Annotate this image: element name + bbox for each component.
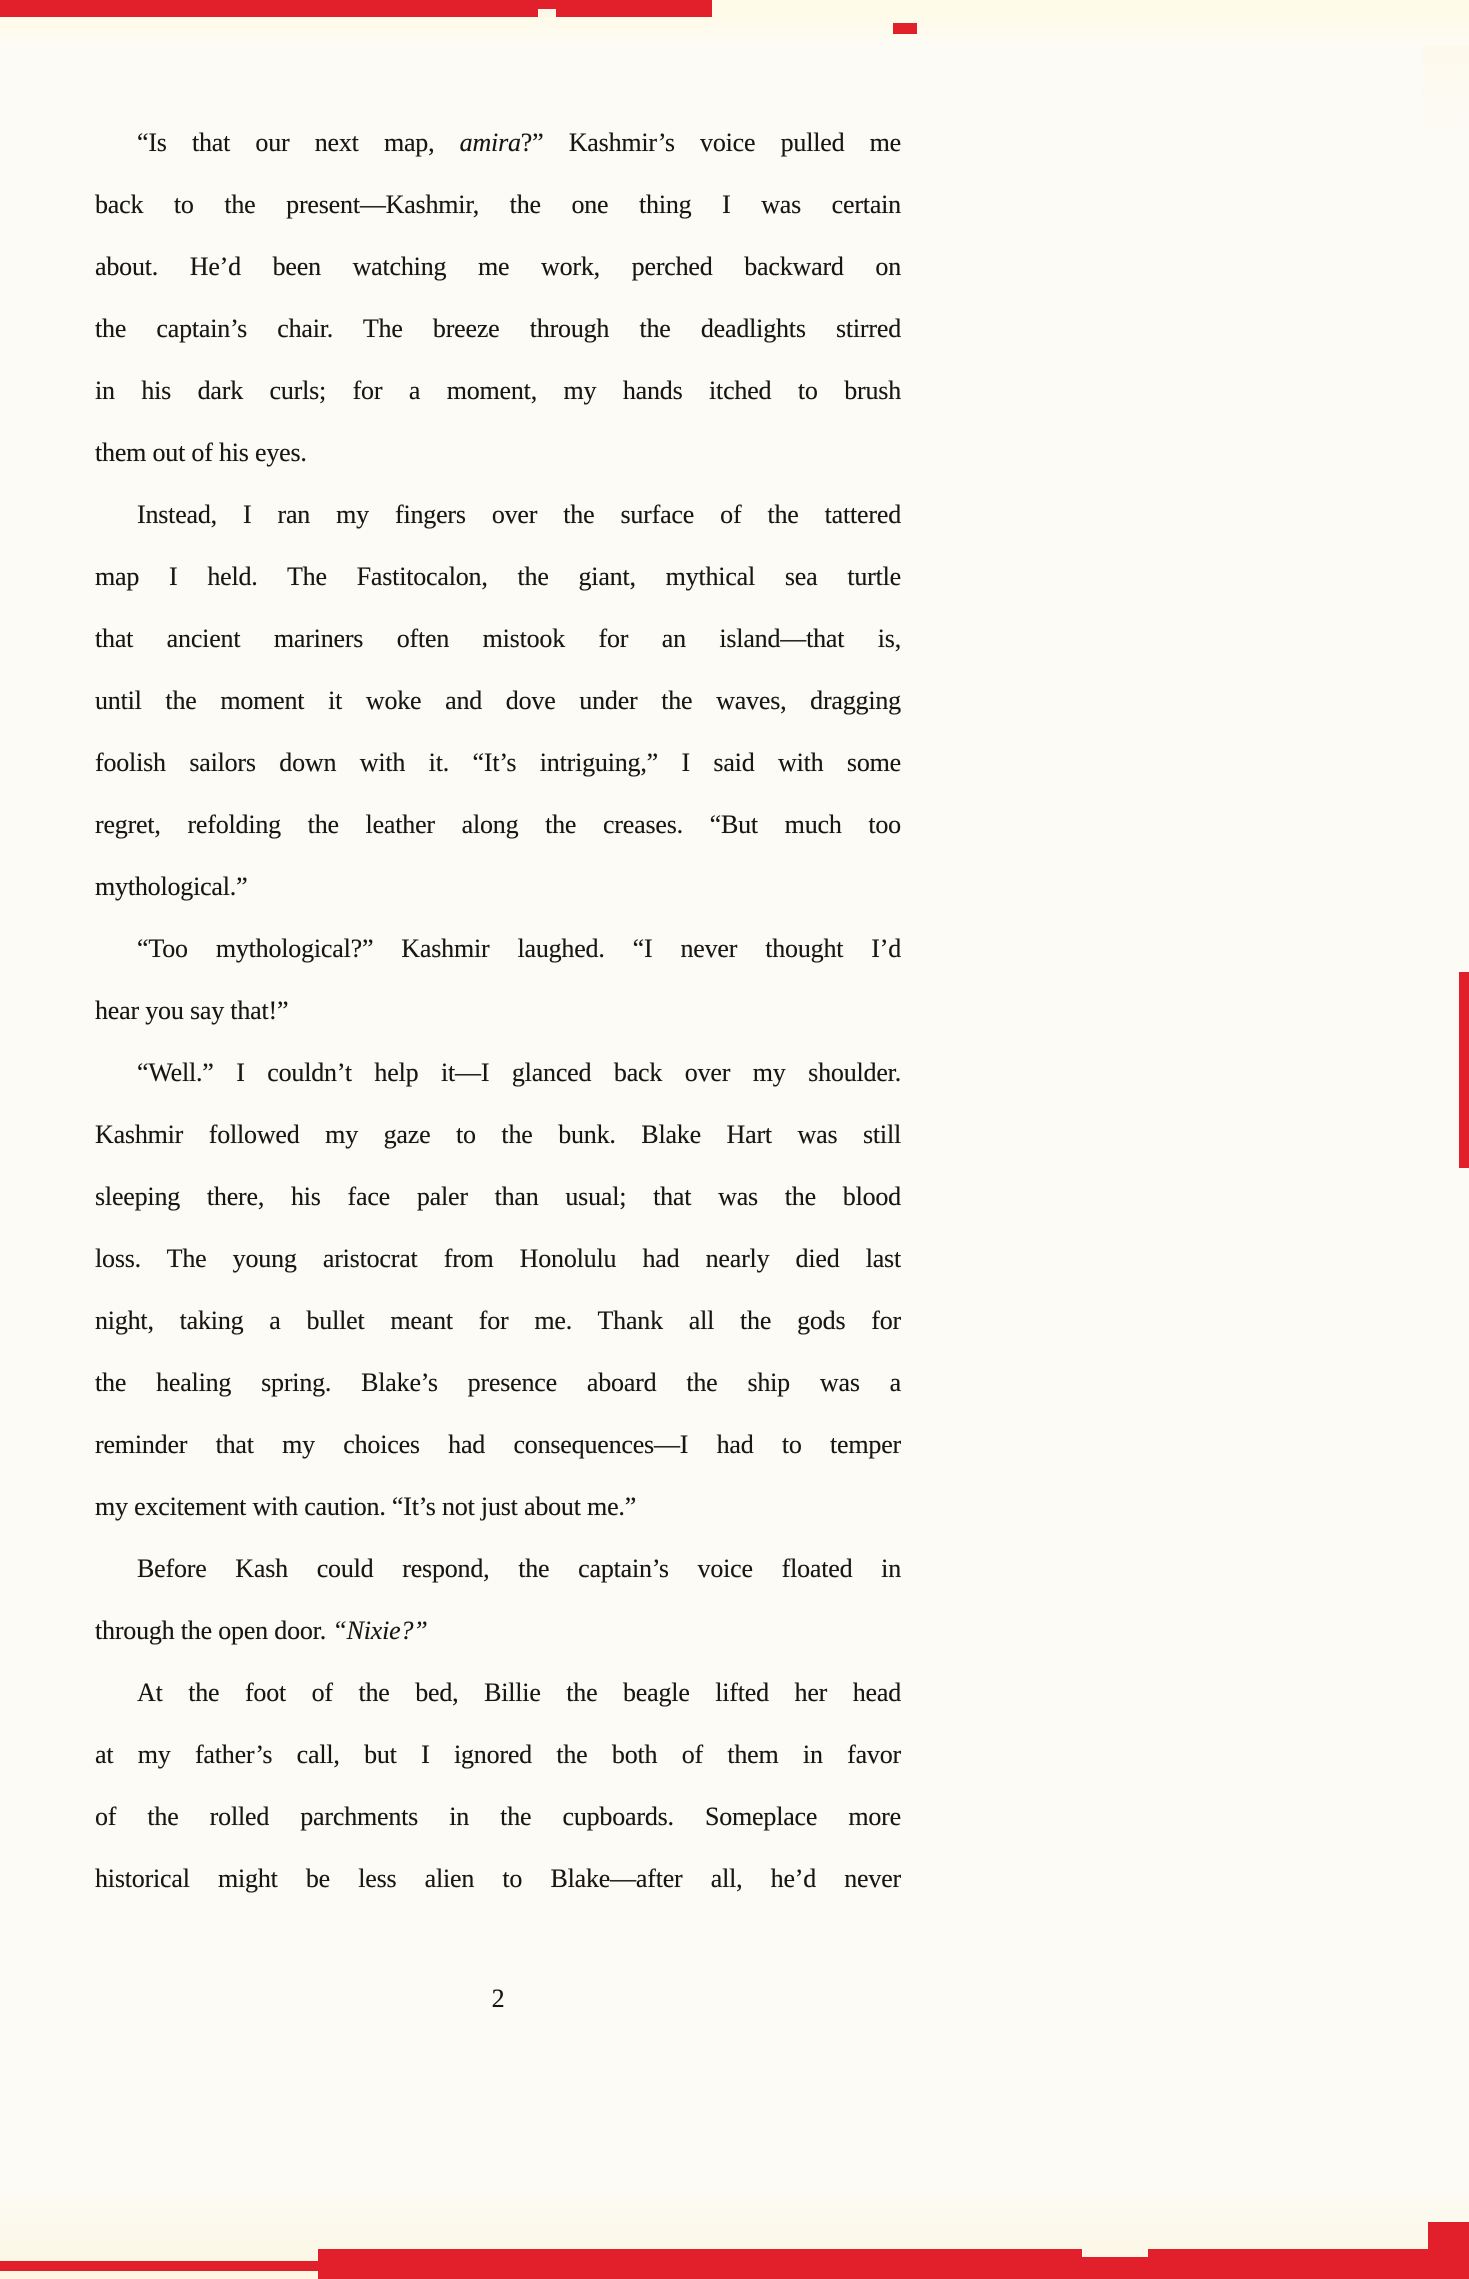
text-line [95, 1476, 901, 1538]
text-segment: until the moment it woke and dove under the waves, dragging [95, 686, 901, 715]
text-line [95, 112, 901, 174]
text-line [95, 360, 901, 422]
page-text [95, 112, 901, 2030]
bottom-red-bar [318, 2249, 1469, 2279]
text-line [95, 1228, 901, 1290]
text-segment: sleeping there, his face paler than usual; that was the blood [95, 1182, 901, 1211]
text-segment: night, taking a bullet meant for me. Thank all the gods for [95, 1306, 901, 1335]
text-segment: of the rolled parchments in the cupboards. Someplace more [95, 1802, 901, 1831]
text-line [95, 1290, 901, 1352]
text-line [95, 980, 901, 1042]
text-line [95, 236, 901, 298]
text-segment: map I held. The Fastitocalon, the giant, mythical sea turtle [95, 562, 901, 591]
text-line [95, 422, 901, 484]
text-segment: “Too mythological?” Kashmir laughed. “I never thought I’d [137, 934, 901, 963]
text-line [95, 1662, 901, 1724]
italic-text-segment: amira [459, 128, 521, 157]
text-segment: “Is that our next map, [137, 128, 460, 157]
text-line [95, 298, 901, 360]
text-line [95, 1538, 901, 1600]
text-line [95, 1600, 901, 1662]
text-segment: “Well.” I couldn’t help it—I glanced back over my shoulder. [137, 1058, 901, 1087]
text-segment: Kashmir followed my gaze to the bunk. Blake Hart was still [95, 1120, 901, 1149]
text-line [95, 918, 901, 980]
text-line [95, 1166, 901, 1228]
text-line [95, 1724, 901, 1786]
page-number: 2 [491, 1984, 505, 2013]
text-segment: At the foot of the bed, Billie the beagle lifted her head [137, 1678, 901, 1707]
text-line [95, 856, 901, 918]
text-line [95, 732, 901, 794]
text-segment: back to the present—Kashmir, the one thing I was certain [95, 190, 901, 219]
text-segment: Instead, I ran my fingers over the surface of the tattered [137, 500, 901, 529]
bottom-right-red-block [1428, 2222, 1469, 2279]
text-line [95, 608, 901, 670]
text-segment: that ancient mariners often mistook for an island—that is, [95, 624, 901, 653]
text-line [95, 174, 901, 236]
text-segment: loss. The young aristocrat from Honolulu had nearly died last [95, 1244, 901, 1273]
bottom-bar-paper-notch [1082, 2249, 1148, 2257]
text-line [95, 1042, 901, 1104]
text-line [95, 1104, 901, 1166]
bottom-left-red-strip [0, 2261, 318, 2271]
text-line [95, 1414, 901, 1476]
top-edge-red-bar [0, 0, 712, 17]
text-segment: mythological.” [95, 872, 248, 901]
text-segment: them out of his eyes. [95, 438, 307, 467]
text-line [95, 1848, 901, 1910]
text-segment: foolish sailors down with it. “It’s intriguing,” I said with some [95, 748, 901, 777]
text-segment: the healing spring. Blake’s presence aboard the ship was a [95, 1368, 901, 1397]
text-segment: regret, refolding the leather along the creases. “But much too [95, 810, 901, 839]
text-segment: at my father’s call, but I ignored the both of them in favor [95, 1740, 901, 1769]
text-line [95, 1786, 901, 1848]
top-bar-paper-notch [538, 9, 556, 17]
text-line [95, 794, 901, 856]
italic-text-segment: “Nixie?” [332, 1616, 428, 1645]
text-segment: Before Kash could respond, the captain’s voice floated in [137, 1554, 901, 1583]
text-segment: my excitement with caution. “It’s not just about me.” [95, 1492, 637, 1521]
text-line [95, 484, 901, 546]
text-segment: historical might be less alien to Blake—after all, he’d never [95, 1864, 901, 1893]
text-segment: about. He’d been watching me work, perched backward on [95, 252, 901, 281]
text-segment: the captain’s chair. The breeze through the deadlights stirred [95, 314, 901, 343]
text-segment: reminder that my choices had consequences—I had to temper [95, 1430, 901, 1459]
text-segment: ?” Kashmir’s voice pulled me [520, 128, 901, 157]
text-segment: in his dark curls; for a moment, my hands itched to brush [95, 376, 901, 405]
text-line [95, 546, 901, 608]
text-segment: through the open door. [95, 1616, 333, 1645]
paper-cream-tint-right [1423, 46, 1469, 156]
text-segment: hear you say that!” [95, 996, 289, 1025]
text-line [95, 670, 901, 732]
right-edge-red-sliver [1459, 972, 1469, 1168]
top-red-dash [893, 23, 917, 34]
text-line [95, 1352, 901, 1414]
